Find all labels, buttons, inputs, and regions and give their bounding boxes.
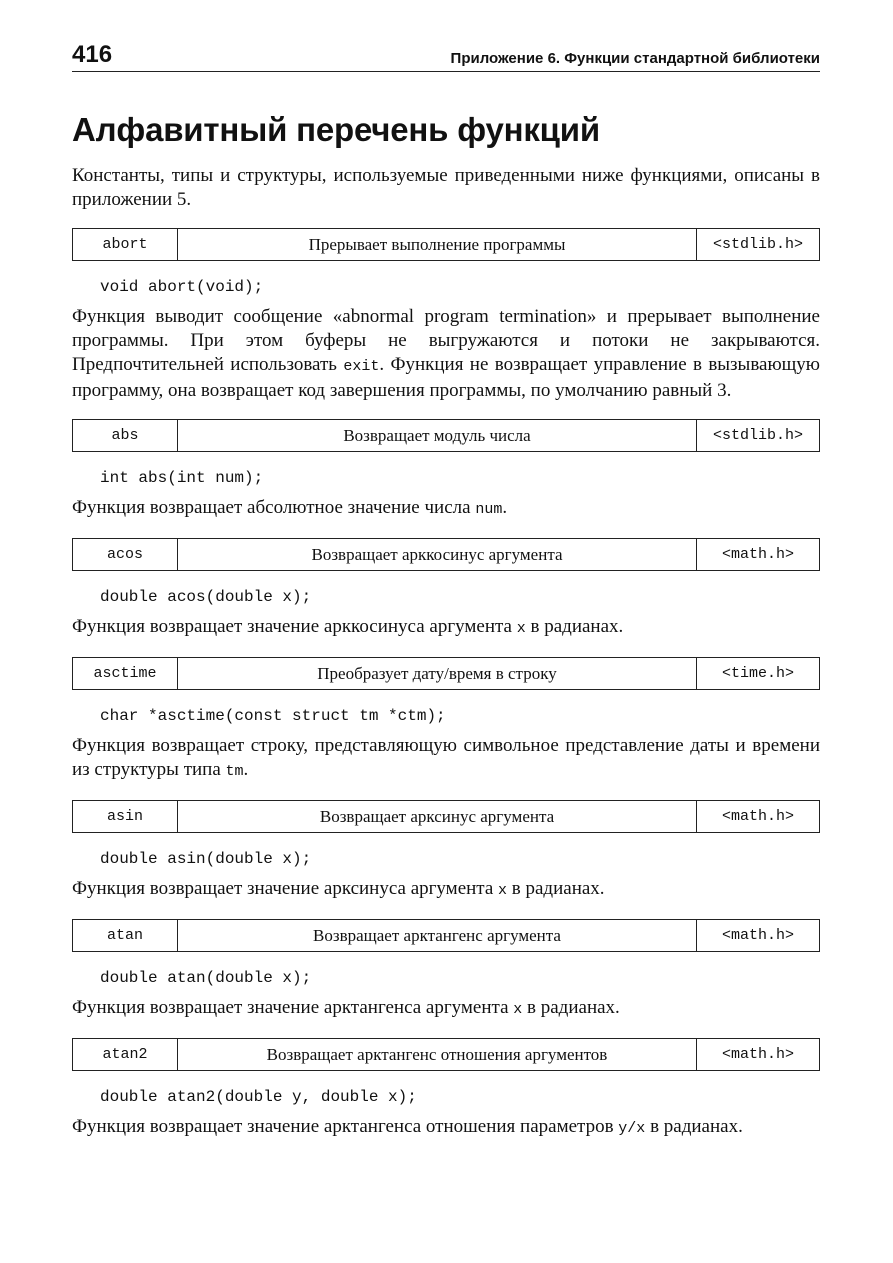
header-file-cell: <math.h> xyxy=(721,808,794,825)
description-text: Функция возвращает значение арккосинуса аргумента xyxy=(72,616,517,637)
description-text: в радианах. xyxy=(525,616,624,637)
function-entry-acos xyxy=(72,538,820,641)
header-file-cell: <time.h> xyxy=(721,665,794,682)
description-text: в радианах. xyxy=(645,1116,743,1137)
function-summary-table xyxy=(72,228,820,261)
description-text: Функция возвращает значение арктангенса аргумента xyxy=(72,997,514,1018)
function-name-cell: abort xyxy=(73,229,178,260)
function-summary-table xyxy=(72,1038,820,1071)
function-description xyxy=(72,996,820,1022)
function-summary-cell: Возвращает арктангенс аргумента xyxy=(178,920,697,951)
function-prototype: double atan2(double y, double x); xyxy=(100,1088,417,1106)
header-file-cell: <math.h> xyxy=(721,546,794,563)
function-summary-cell: Преобразует дату/время в строку xyxy=(178,658,697,689)
function-entry-abs xyxy=(72,419,820,522)
function-summary-table xyxy=(72,800,820,833)
function-entry-atan xyxy=(72,919,820,1022)
function-prototype: int abs(int num); xyxy=(100,469,264,487)
function-name-cell: asctime xyxy=(73,658,178,689)
description-text: Функция возвращает значение арксинуса аргумента xyxy=(72,878,499,899)
function-prototype: double atan(double x); xyxy=(100,969,312,987)
function-name-cell: atan2 xyxy=(73,1039,178,1070)
function-name-cell: atan xyxy=(73,920,178,951)
inline-code: x xyxy=(516,620,526,637)
description-text: Функция возвращает значение арктангенса отношения параметров xyxy=(72,1116,619,1137)
description-text: Функция выводит сообщение «abnormal program termination» и прерывает выполнение программы. При этом буферы не выгружаются и потоки не закрываются. Предпочтительней использовать xyxy=(72,306,820,375)
function-prototype: char *asctime(const struct tm *ctm); xyxy=(100,707,446,725)
header-file-cell: <stdlib.h> xyxy=(712,427,803,444)
section-title: Алфавитный перечень функций xyxy=(72,111,600,148)
description-text: в радианах. xyxy=(522,997,620,1018)
function-prototype: double asin(double x); xyxy=(100,850,312,868)
inline-code: tm xyxy=(225,763,244,780)
function-description xyxy=(72,496,820,522)
description-text: . Функция не возвращает управление в вызывающую программу, она возвращает код завершения программы, по умолчанию равный 3. xyxy=(72,354,820,401)
header-file-cell: <stdlib.h> xyxy=(712,236,803,253)
function-description xyxy=(72,877,820,903)
function-prototype: double acos(double x); xyxy=(100,588,312,606)
inline-code: exit xyxy=(343,358,380,375)
function-name-cell: acos xyxy=(73,539,178,570)
function-description xyxy=(72,615,820,641)
function-description xyxy=(72,1115,820,1141)
function-description xyxy=(72,734,820,784)
description-text: Функция возвращает строку, представляющую символьное представление даты и времени из структуры типа xyxy=(72,735,820,780)
function-summary-table xyxy=(72,538,820,571)
intro-paragraph: Константы, типы и структуры, используемые приведенными ниже функциями, описаны в приложении 5. xyxy=(72,165,820,210)
description-text: . xyxy=(243,759,249,780)
inline-code: x xyxy=(498,882,508,899)
description-text: в радианах. xyxy=(507,878,605,899)
function-name-cell: asin xyxy=(73,801,178,832)
description-text: Функция возвращает абсолютное значение числа xyxy=(72,497,476,518)
function-prototype: void abort(void); xyxy=(100,278,264,296)
function-name-cell: abs xyxy=(73,420,178,451)
function-summary-table xyxy=(72,919,820,952)
header-file-cell: <math.h> xyxy=(721,927,794,944)
header-file-cell: <math.h> xyxy=(721,1046,794,1063)
function-summary-cell: Возвращает арксинус аргумента xyxy=(178,801,697,832)
function-list xyxy=(72,228,820,1141)
function-entry-asin xyxy=(72,800,820,903)
function-summary-cell: Прерывает выполнение программы xyxy=(178,229,697,260)
function-summary-cell: Возвращает модуль числа xyxy=(178,420,697,451)
inline-code: num xyxy=(475,501,503,518)
function-summary-table xyxy=(72,419,820,452)
inline-code: x xyxy=(513,1001,523,1018)
description-text: . xyxy=(502,497,508,518)
function-entry-abort xyxy=(72,228,820,403)
function-description xyxy=(72,305,820,403)
running-head: Приложение 6. Функции стандартной библиотеки xyxy=(450,50,820,67)
page xyxy=(72,38,820,1141)
page-number: 416 xyxy=(72,41,113,68)
function-summary-cell: Возвращает арктангенс отношения аргументов xyxy=(178,1039,697,1070)
inline-code: y/x xyxy=(618,1120,646,1137)
page-header xyxy=(72,38,820,72)
function-entry-asctime xyxy=(72,657,820,784)
function-summary-table xyxy=(72,657,820,690)
function-entry-atan2 xyxy=(72,1038,820,1141)
function-summary-cell: Возвращает арккосинус аргумента xyxy=(178,539,697,570)
